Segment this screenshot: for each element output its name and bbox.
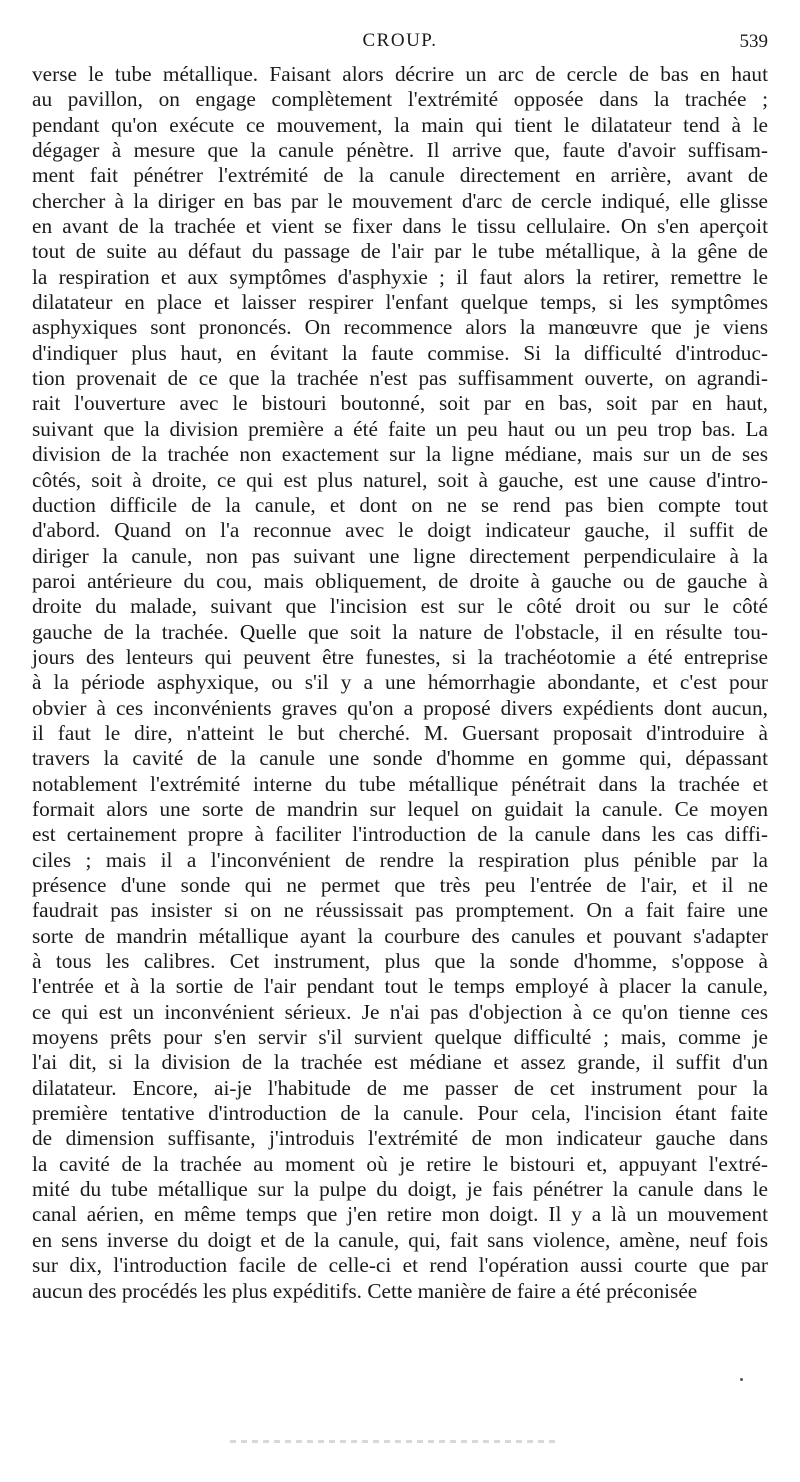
text-line: dilatateur. Encore, ai-je l'habitude de me passer de cet instrument pour la [32, 1075, 768, 1100]
text-line: gauche de la trachée. Quelle que soit la nature de l'obstacle, il en résulte tou- [32, 619, 768, 644]
text-line: sorte de mandrin métallique ayant la courbure des canules et pouvant s'adapter [32, 923, 768, 948]
text-line: est certainement propre à faciliter l'introduction de la canule dans les cas diffi- [32, 822, 768, 847]
text-line: droite du malade, suivant que l'incision est sur le côté droit ou sur le côté [32, 594, 768, 619]
text-line: dégager à mesure que la canule pénètre. Il arrive que, faute d'avoir suffisam- [32, 138, 768, 163]
running-title: CROUP. [362, 30, 438, 51]
text-line: d'abord. Quand on l'a reconnue avec le doigt indicateur gauche, il suffit de [32, 518, 768, 543]
text-line: formait alors une sorte de mandrin sur lequel on guidait la canule. Ce moyen [32, 796, 768, 821]
text-line: travers la cavité de la canule une sonde d'homme en gomme qui, dépassant [32, 746, 768, 771]
text-line: ment fait pénétrer l'extrémité de la canule directement en arrière, avant de [32, 163, 768, 188]
text-line: dilatateur en place et laisser respirer l'enfant quelque temps, si les symptômes [32, 290, 768, 315]
text-line: au pavillon, on engage complètement l'extrémité opposée dans la trachée ; [32, 87, 768, 112]
text-line: l'ai dit, si la division de la trachée est médiane et assez grande, il suffit d'un [32, 1050, 768, 1075]
text-line: en avant de la trachée et vient se fixer dans le tissu cellulaire. On s'en aperçoit [32, 214, 768, 239]
text-line: chercher à la diriger en bas par le mouvement d'arc de cercle indiqué, elle glisse [32, 188, 768, 213]
body-text [32, 62, 768, 1304]
text-line: tout de suite au défaut du passage de l'air par le tube métallique, à la gêne de [32, 239, 768, 264]
text-line: aucun des procédés les plus expéditifs. Cette manière de faire a été préconisée [32, 1278, 698, 1303]
text-line: verse le tube métallique. Faisant alors décrire un arc de cercle de bas en haut [32, 62, 768, 86]
text-line: diriger la canule, non pas suivant une ligne directement perpendiculaire à la [32, 543, 768, 568]
text-line: l'entrée et à la sortie de l'air pendant tout le temps employé à placer la canule, [32, 974, 768, 999]
bleed-through-mark [230, 1440, 560, 1443]
text-line: obvier à ces inconvénients graves qu'on a proposé divers expédients dont aucun, [32, 695, 768, 720]
text-line: moyens prêts pour s'en servir s'il survient quelque difficulté ; mais, comme je [32, 1025, 768, 1050]
text-line: ce qui est un inconvénient sérieux. Je n'ai pas d'objection à ce qu'on tienne ces [32, 999, 768, 1024]
page-number: 539 [739, 31, 768, 52]
text-line: jours des lenteurs qui peuvent être funestes, si la trachéotomie a été entreprise [32, 644, 768, 669]
text-line: à tous les calibres. Cet instrument, plus que la sonde d'homme, s'oppose à [32, 949, 768, 974]
text-line: sur dix, l'introduction facile de celle-ci et rend l'opération aussi courte que par [32, 1253, 768, 1278]
print-speck [740, 1378, 743, 1381]
text-line: notablement l'extrémité interne du tube métallique pénétrait dans la trachée et [32, 771, 768, 796]
text-line: mité du tube métallique sur la pulpe du doigt, je fais pénétrer la canule dans le [32, 1177, 768, 1202]
text-line: pendant qu'on exécute ce mouvement, la main qui tient le dilatateur tend à le [32, 112, 768, 137]
text-line: paroi antérieure du cou, mais obliquement, de droite à gauche ou de gauche à [32, 568, 768, 593]
text-line: première tentative d'introduction de la canule. Pour cela, l'incision étant faite [32, 1101, 768, 1126]
text-line: côtés, soit à droite, ce qui est plus naturel, soit à gauche, est une cause d'intro- [32, 467, 768, 492]
text-line: suivant que la division première a été faite un peu haut ou un peu trop bas. La [32, 416, 768, 441]
text-line: faudrait pas insister si on ne réussissait pas promptement. On a fait faire une [32, 898, 768, 923]
text-line: il faut le dire, n'atteint le but cherché. M. Guersant proposait d'introduire à [32, 720, 768, 745]
text-line: rait l'ouverture avec le bistouri boutonné, soit par en bas, soit par en haut, [32, 391, 768, 416]
text-line: d'indiquer plus haut, en évitant la faute commise. Si la difficulté d'introduc- [32, 340, 768, 365]
text-line: en sens inverse du doigt et de la canule, qui, fait sans violence, amène, neuf fois [32, 1227, 768, 1252]
text-line: présence d'une sonde qui ne permet que très peu l'entrée de l'air, et il ne [32, 873, 768, 897]
text-line: à la période asphyxique, ou s'il y a une hémorrhagie abondante, et c'est pour [32, 670, 768, 695]
text-line: duction difficile de la canule, et dont on ne se rend pas bien compte tout [32, 492, 768, 517]
text-line: ciles ; mais il a l'inconvénient de rendre la respiration plus pénible par la [32, 847, 768, 872]
text-line: de dimension suffisante, j'introduis l'extrémité de mon indicateur gauche dans [32, 1126, 768, 1151]
text-line: tion provenait de ce que la trachée n'est pas suffisamment ouverte, on agrandi- [32, 366, 768, 391]
page-header [32, 30, 768, 56]
text-line: asphyxiques sont prononcés. On recommence alors la manœuvre que je viens [32, 315, 768, 340]
text-line: la respiration et aux symptômes d'asphyxie ; il faut alors la retirer, remettre le [32, 264, 768, 289]
text-line: canal aérien, en même temps que j'en retire mon doigt. Il y a là un mouvement [32, 1202, 768, 1227]
text-line: la cavité de la trachée au moment où je retire le bistouri et, appuyant l'extré- [32, 1151, 768, 1176]
text-line: division de la trachée non exactement sur la ligne médiane, mais sur un de ses [32, 442, 768, 467]
